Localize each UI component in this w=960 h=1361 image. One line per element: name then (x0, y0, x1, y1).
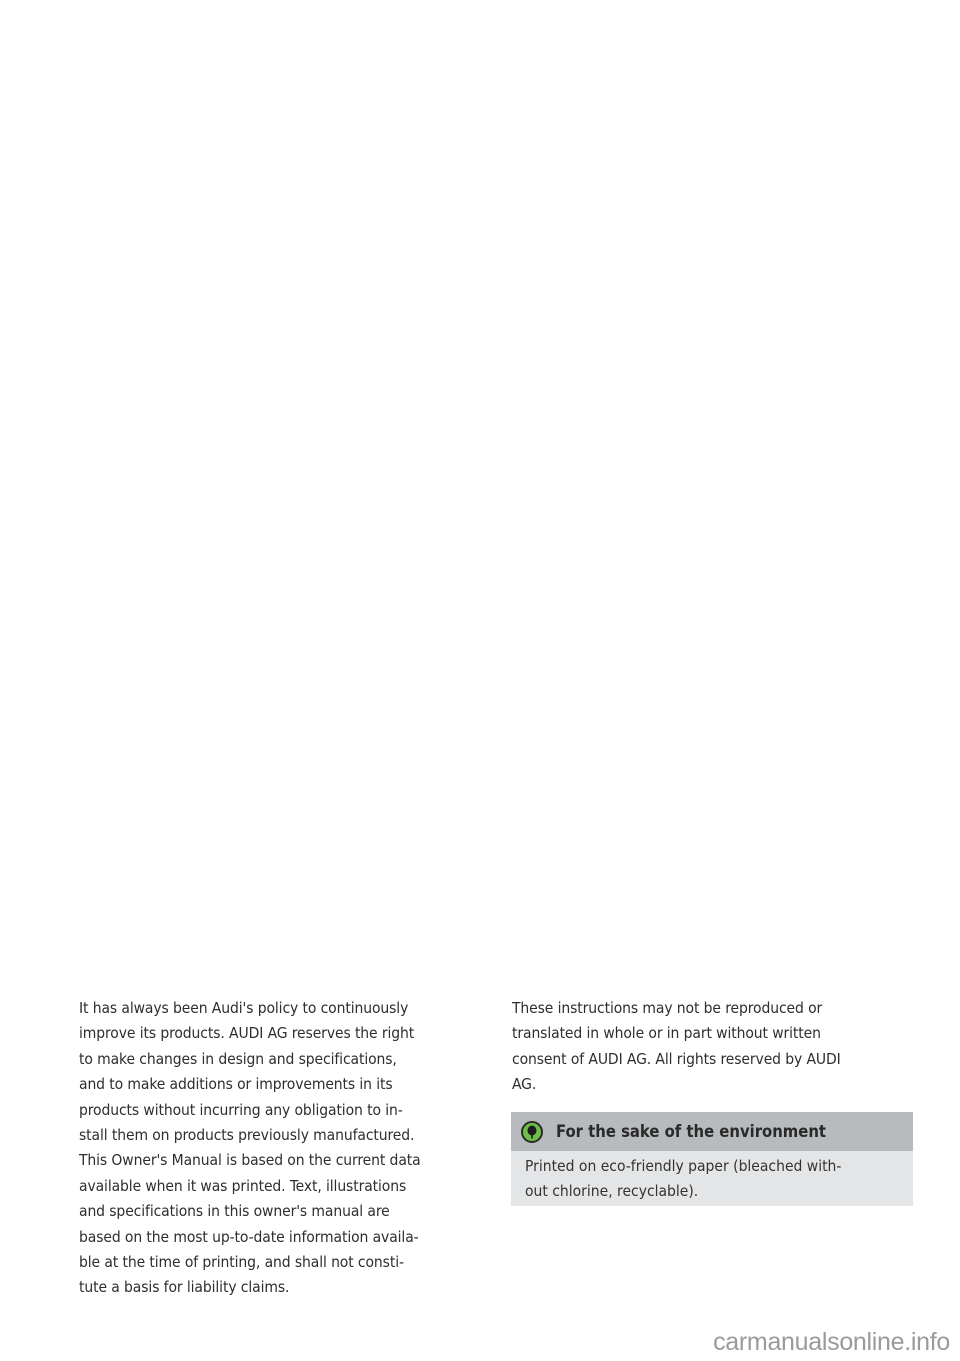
tree-icon (521, 1121, 543, 1143)
text-line: and specifications in this owner's manual are (79, 1202, 390, 1221)
text-line: out chlorine, recyclable). (525, 1182, 699, 1201)
text-line: AG. (512, 1075, 537, 1094)
text-line: ble at the time of printing, and shall not consti- (79, 1253, 404, 1272)
text-line: These instructions may not be reproduced or (512, 999, 823, 1017)
text-line: improve its products. AUDI AG reserves the right (79, 1024, 415, 1043)
copyright-paragraph (512, 996, 912, 1098)
text-line: consent of AUDI AG. All rights reserved by AUDI (512, 1049, 841, 1068)
environment-note-body (511, 1151, 913, 1205)
policy-paragraph (79, 996, 479, 1301)
text-line: This Owner's Manual is based on the current data (79, 1151, 421, 1170)
text-line: based on the most up-to-date information availa- (79, 1227, 419, 1246)
text-line: It has always been Audi's policy to continuously (79, 999, 409, 1017)
text-line: Printed on eco-friendly paper (bleached with- (525, 1157, 842, 1175)
environment-note-header (511, 1112, 913, 1151)
text-line: to make changes in design and specifications, (79, 1049, 397, 1068)
text-line: translated in whole or in part without written (512, 1024, 821, 1043)
text-line: tute a basis for liability claims. (79, 1278, 290, 1297)
text-line: and to make additions or improvements in its (79, 1075, 393, 1094)
text-line: stall them on products previously manufactured. (79, 1126, 415, 1145)
watermark: carmanualsonline.info (713, 1328, 950, 1356)
text-line: products without incurring any obligation to in- (79, 1100, 403, 1119)
text-line: available when it was printed. Text, illustrations (79, 1176, 407, 1195)
environment-note-title: For the sake of the environment (556, 1122, 827, 1141)
environment-note-box (511, 1112, 913, 1206)
